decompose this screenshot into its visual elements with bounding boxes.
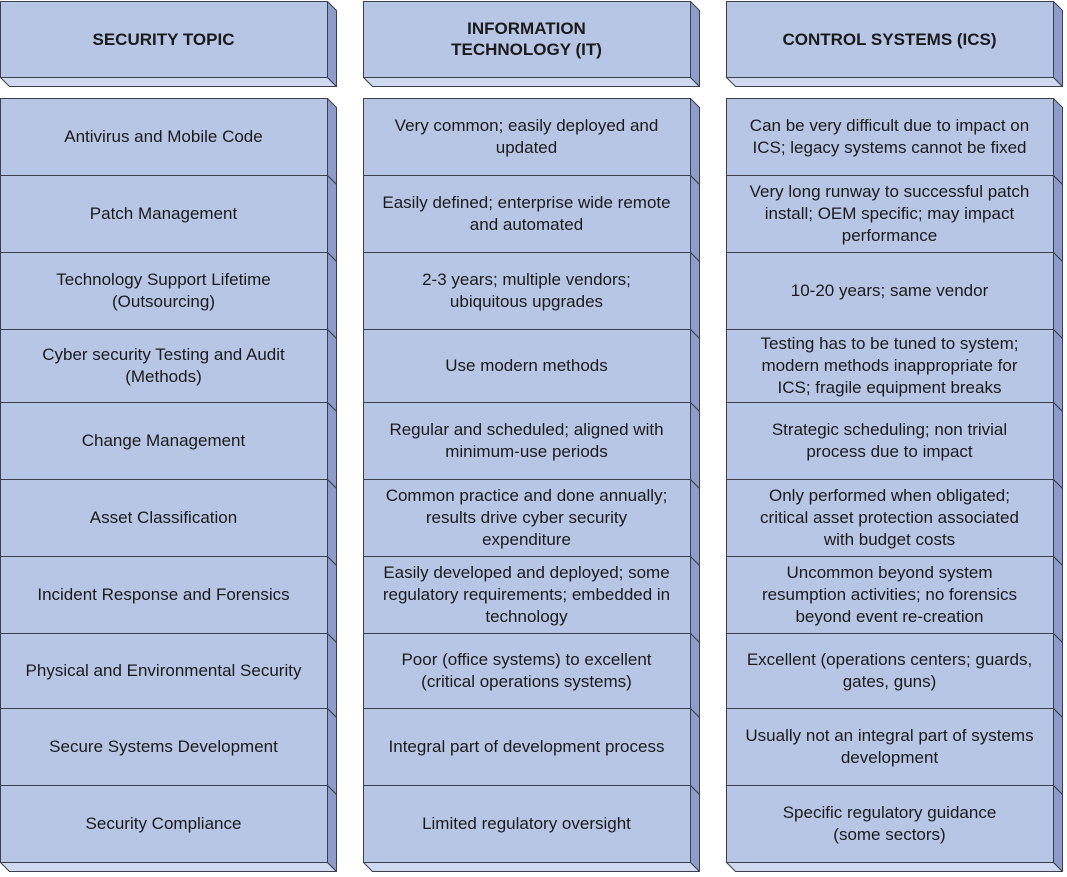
row-5-topic-cell-line: Change Management [81,430,246,450]
row-10-topic-cell-text [0,785,327,862]
row-2-topic-cell [0,175,336,261]
row-1-ics-cell-line: Can be very difficult due to impact on [749,115,1030,135]
row-3-topic-cell [0,252,336,338]
row-6-it-cell-line: expenditure [482,529,571,549]
row-9-ics-cell-line: Usually not an integral part of systems [745,725,1034,745]
row-5-ics-cell-text [726,402,1053,479]
row-4-topic-cell-line: (Methods) [125,366,202,386]
row-6-it-cell [363,479,699,565]
row-5-ics-cell [726,402,1062,488]
row-2-ics-cell-line: performance [841,225,938,245]
row-1-ics-cell-line: ICS; legacy systems cannot be fixed [752,137,1027,157]
row-9-ics-cell-line: development [840,747,939,767]
row-10-it-cell-line: Limited regulatory oversight [422,813,631,833]
row-10-ics-cell [726,785,1062,871]
row-6-ics-cell-line: Only performed when obligated; [769,485,1010,505]
row-7-topic-cell-text [0,556,327,633]
row-6-ics-cell-line: critical asset protection associated [760,507,1019,527]
row-1-it-cell [363,98,699,184]
row-3-topic-cell-line: (Outsourcing) [112,291,215,311]
row-2-ics-cell [726,175,1062,261]
row-8-it-cell [363,633,699,717]
row-6-ics-cell [726,479,1062,565]
row-8-topic-cell-line: Physical and Environmental Security [25,660,302,680]
row-9-it-cell-text [363,708,690,785]
row-8-topic-cell [0,633,336,717]
row-3-topic-cell-line: Technology Support Lifetime [56,269,271,289]
row-7-it-cell-text [363,556,690,633]
row-5-ics-cell-line: process due to impact [806,441,973,461]
row-3-it-cell-text [363,252,690,329]
header-topic [0,1,336,86]
row-8-topic-cell-text [0,633,327,708]
row-1-ics-cell [726,98,1062,184]
row-9-topic-cell-line: Secure Systems Development [49,736,278,756]
row-5-topic-cell [0,402,336,488]
row-1-topic-cell [0,98,336,184]
row-7-it-cell-line: technology [485,606,568,626]
row-10-topic-cell-line: Security Compliance [85,813,242,833]
row-9-ics-cell-text [726,708,1053,785]
row-6-ics-cell-line: with budget costs [823,529,956,549]
row-7-ics-cell-line: resumption activities; no forensics [761,584,1018,604]
header-ics-line: CONTROL SYSTEMS (ICS) [782,29,997,49]
row-10-it-cell [363,785,699,871]
row-4-it-cell-line: Use modern methods [445,355,608,375]
row-9-topic-cell [0,708,336,794]
row-7-ics-cell [726,556,1062,642]
row-2-it-cell [363,175,699,261]
row-2-ics-cell-line: Very long runway to successful patch [749,181,1030,201]
row-9-topic-cell-text [0,708,327,785]
row-8-it-cell-line: (critical operations systems) [421,671,632,691]
row-10-ics-cell-line: Specific regulatory guidance [782,802,997,822]
header-it-text [363,1,690,77]
row-4-ics-cell-line: ICS; fragile equipment breaks [777,377,1002,397]
row-10-topic-cell [0,785,336,871]
row-2-topic-cell-text [0,175,327,252]
row-4-it-cell [363,329,699,411]
row-2-it-cell-line: Easily defined; enterprise wide remote [382,192,671,212]
row-5-topic-cell-text [0,402,327,479]
row-6-it-cell-line: results drive cyber security [425,507,628,527]
header-topic-line: SECURITY TOPIC [92,29,235,49]
row-2-topic-cell-line: Patch Management [89,203,238,223]
row-2-it-cell-line: and automated [469,214,584,234]
header-it-line: TECHNOLOGY (IT) [451,40,602,59]
header-ics-text [726,1,1053,77]
row-8-ics-cell-line: gates, guns) [842,671,937,691]
row-7-it-cell-line: regulatory requirements; embedded in [382,584,671,604]
row-5-it-cell-line: minimum-use periods [445,441,608,461]
row-5-it-cell-line: Regular and scheduled; aligned with [389,419,664,439]
row-7-ics-cell-line: Uncommon beyond system [786,562,993,582]
header-it [363,1,699,86]
row-8-ics-cell [726,633,1062,717]
row-6-topic-cell-text [0,479,327,556]
row-4-ics-cell-line: Testing has to be tuned to system; [760,333,1019,353]
row-9-it-cell-line: Integral part of development process [388,736,665,756]
row-1-it-cell-text [363,98,690,175]
row-1-it-cell-line: Very common; easily deployed and [394,115,659,135]
row-8-it-cell-text [363,633,690,708]
row-9-it-cell [363,708,699,794]
row-6-topic-cell-line: Asset Classification [89,507,238,527]
row-6-topic-cell [0,479,336,565]
row-4-topic-cell [0,329,336,411]
row-7-topic-cell [0,556,336,642]
row-1-topic-cell-text [0,98,327,175]
row-4-it-cell-text [363,329,690,402]
header-it-line: INFORMATION [467,19,586,38]
row-10-it-cell-text [363,785,690,862]
row-8-ics-cell-text [726,633,1053,708]
row-7-topic-cell-line: Incident Response and Forensics [37,584,290,604]
row-3-it-cell-line: 2-3 years; multiple vendors; [422,269,631,289]
row-4-topic-cell-text [0,329,327,402]
row-1-ics-cell-text [726,98,1053,175]
row-7-ics-cell-text [726,556,1053,633]
row-2-ics-cell-text [726,175,1053,252]
row-4-ics-cell-line: modern methods inappropriate for [761,355,1018,375]
header-ics [726,1,1062,86]
row-1-it-cell-line: updated [495,137,558,157]
row-3-it-cell [363,252,699,338]
row-3-ics-cell-line: 10-20 years; same vendor [790,280,989,300]
row-5-it-cell [363,402,699,488]
row-7-it-cell-line: Easily developed and deployed; some [383,562,670,582]
row-3-it-cell-line: ubiquitous upgrades [449,291,604,311]
row-5-it-cell-text [363,402,690,479]
row-7-it-cell [363,556,699,642]
row-6-ics-cell-text [726,479,1053,556]
row-1-topic-cell-line: Antivirus and Mobile Code [64,126,263,146]
row-3-ics-cell-text [726,252,1053,329]
row-2-ics-cell-line: install; OEM specific; may impact [764,203,1015,223]
row-6-it-cell-text [363,479,690,556]
row-4-ics-cell [726,329,1062,411]
row-4-ics-cell-text [726,329,1053,402]
row-5-ics-cell-line: Strategic scheduling; non trivial [771,419,1008,439]
row-10-ics-cell-line: (some sectors) [833,824,946,844]
row-2-it-cell-text [363,175,690,252]
row-8-ics-cell-line: Excellent (operations centers; guards, [746,649,1033,669]
header-topic-text [0,1,327,77]
row-9-ics-cell [726,708,1062,794]
row-3-ics-cell [726,252,1062,338]
row-7-ics-cell-line: beyond event re-creation [795,606,984,626]
row-6-it-cell-line: Common practice and done annually; [385,485,668,505]
row-3-topic-cell-text [0,252,327,329]
row-10-ics-cell-text [726,785,1053,862]
row-4-topic-cell-line: Cyber security Testing and Audit [42,344,285,364]
row-8-it-cell-line: Poor (office systems) to excellent [401,649,652,669]
